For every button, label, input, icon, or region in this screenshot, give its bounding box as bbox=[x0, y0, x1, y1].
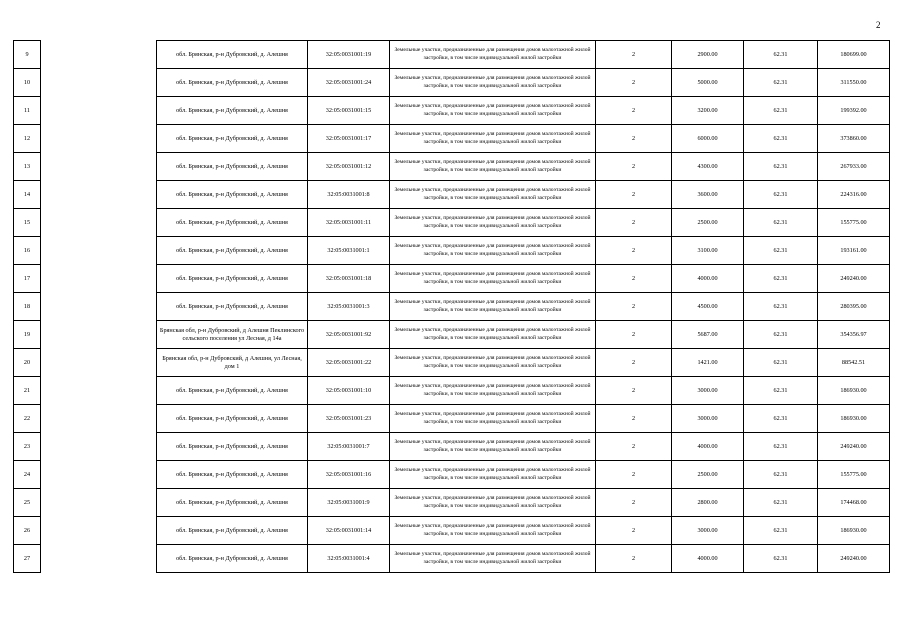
table-row bbox=[14, 293, 890, 321]
table-row bbox=[14, 69, 890, 97]
specific-value-cell: 62.31 bbox=[744, 293, 818, 321]
spacer-cell bbox=[41, 517, 157, 545]
area-cell: 2800.00 bbox=[672, 489, 744, 517]
permitted-use-cell: Земельные участки, предназначенные для размещения домов малоэтажной жилой застройки, в том числе индивидуальной жилой застройки bbox=[390, 153, 596, 181]
row-number-cell: 19 bbox=[14, 321, 41, 349]
area-cell: 3100.00 bbox=[672, 237, 744, 265]
cadastral-value-cell: 186930.00 bbox=[818, 377, 890, 405]
address-cell: обл. Брянская, р-н Дубровский, д. Алешня bbox=[157, 97, 308, 125]
cadastral-number-cell: 32:05:0031001:92 bbox=[308, 321, 390, 349]
permitted-use-cell: Земельные участки, предназначенные для размещения домов малоэтажной жилой застройки, в том числе индивидуальной жилой застройки bbox=[390, 377, 596, 405]
cadastral-value-cell: 354356.97 bbox=[818, 321, 890, 349]
cadastral-number-cell: 32:05:0031001:3 bbox=[308, 293, 390, 321]
cadastral-value-cell: 155775.00 bbox=[818, 209, 890, 237]
cadastral-number-cell: 32:05:0031001:18 bbox=[308, 265, 390, 293]
table-row bbox=[14, 405, 890, 433]
permitted-use-cell: Земельные участки, предназначенные для размещения домов малоэтажной жилой застройки, в том числе индивидуальной жилой застройки bbox=[390, 545, 596, 573]
table-row bbox=[14, 433, 890, 461]
spacer-cell bbox=[41, 265, 157, 293]
specific-value-cell: 62.31 bbox=[744, 405, 818, 433]
specific-value-cell: 62.31 bbox=[744, 517, 818, 545]
area-cell: 3000.00 bbox=[672, 405, 744, 433]
spacer-cell bbox=[41, 433, 157, 461]
row-number-cell: 16 bbox=[14, 237, 41, 265]
cadastral-number-cell: 32:05:0031001:15 bbox=[308, 97, 390, 125]
cadastral-number-cell: 32:05:0031001:11 bbox=[308, 209, 390, 237]
area-cell: 5000.00 bbox=[672, 69, 744, 97]
cadastral-value-cell: 249240.00 bbox=[818, 265, 890, 293]
use-group-cell: 2 bbox=[596, 181, 672, 209]
spacer-cell bbox=[41, 41, 157, 69]
table-row bbox=[14, 377, 890, 405]
land-plot-registry-table bbox=[13, 40, 890, 573]
specific-value-cell: 62.31 bbox=[744, 545, 818, 573]
address-cell: обл. Брянская, р-н Дубровский, д. Алешня bbox=[157, 41, 308, 69]
cadastral-number-cell: 32:05:0031001:17 bbox=[308, 125, 390, 153]
spacer-cell bbox=[41, 321, 157, 349]
address-cell: обл. Брянская, р-н Дубровский, д. Алешня bbox=[157, 237, 308, 265]
address-cell: обл. Брянская, р-н Дубровский, д. Алешня bbox=[157, 125, 308, 153]
address-cell: обл. Брянская, р-н Дубровский, д. Алешня bbox=[157, 69, 308, 97]
cadastral-value-cell: 199392.00 bbox=[818, 97, 890, 125]
area-cell: 1421.00 bbox=[672, 349, 744, 377]
row-number-cell: 26 bbox=[14, 517, 41, 545]
spacer-cell bbox=[41, 349, 157, 377]
permitted-use-cell: Земельные участки, предназначенные для размещения домов малоэтажной жилой застройки, в том числе индивидуальной жилой застройки bbox=[390, 265, 596, 293]
spacer-cell bbox=[41, 237, 157, 265]
use-group-cell: 2 bbox=[596, 405, 672, 433]
use-group-cell: 2 bbox=[596, 265, 672, 293]
row-number-cell: 22 bbox=[14, 405, 41, 433]
spacer-cell bbox=[41, 545, 157, 573]
table-row bbox=[14, 97, 890, 125]
cadastral-value-cell: 267933.00 bbox=[818, 153, 890, 181]
table-row bbox=[14, 321, 890, 349]
table-row bbox=[14, 545, 890, 573]
permitted-use-cell: Земельные участки, предназначенные для размещения домов малоэтажной жилой застройки, в том числе индивидуальной жилой застройки bbox=[390, 405, 596, 433]
permitted-use-cell: Земельные участки, предназначенные для размещения домов малоэтажной жилой застройки, в том числе индивидуальной жилой застройки bbox=[390, 461, 596, 489]
row-number-cell: 27 bbox=[14, 545, 41, 573]
area-cell: 3600.00 bbox=[672, 181, 744, 209]
cadastral-value-cell: 186930.00 bbox=[818, 517, 890, 545]
address-cell: обл. Брянская, р-н Дубровский, д. Алешня bbox=[157, 489, 308, 517]
permitted-use-cell: Земельные участки, предназначенные для размещения домов малоэтажной жилой застройки, в том числе индивидуальной жилой застройки bbox=[390, 433, 596, 461]
cadastral-number-cell: 32:05:0031001:19 bbox=[308, 41, 390, 69]
use-group-cell: 2 bbox=[596, 489, 672, 517]
cadastral-value-cell: 193161.00 bbox=[818, 237, 890, 265]
spacer-cell bbox=[41, 489, 157, 517]
address-cell: обл. Брянская, р-н Дубровский, д. Алешня bbox=[157, 377, 308, 405]
cadastral-number-cell: 32:05:0031001:24 bbox=[308, 69, 390, 97]
permitted-use-cell: Земельные участки, предназначенные для размещения домов малоэтажной жилой застройки, в том числе индивидуальной жилой застройки bbox=[390, 181, 596, 209]
cadastral-number-cell: 32:05:0031001:10 bbox=[308, 377, 390, 405]
use-group-cell: 2 bbox=[596, 377, 672, 405]
cadastral-value-cell: 249240.00 bbox=[818, 545, 890, 573]
specific-value-cell: 62.31 bbox=[744, 321, 818, 349]
page-number: 2 bbox=[876, 20, 881, 30]
use-group-cell: 2 bbox=[596, 125, 672, 153]
row-number-cell: 17 bbox=[14, 265, 41, 293]
permitted-use-cell: Земельные участки, предназначенные для размещения домов малоэтажной жилой застройки, в том числе индивидуальной жилой застройки bbox=[390, 293, 596, 321]
use-group-cell: 2 bbox=[596, 237, 672, 265]
row-number-cell: 21 bbox=[14, 377, 41, 405]
permitted-use-cell: Земельные участки, предназначенные для размещения домов малоэтажной жилой застройки, в том числе индивидуальной жилой застройки bbox=[390, 125, 596, 153]
use-group-cell: 2 bbox=[596, 41, 672, 69]
row-number-cell: 10 bbox=[14, 69, 41, 97]
cadastral-value-cell: 186930.00 bbox=[818, 405, 890, 433]
address-cell: обл. Брянская, р-н Дубровский, д. Алешня bbox=[157, 181, 308, 209]
cadastral-number-cell: 32:05:0031001:14 bbox=[308, 517, 390, 545]
cadastral-number-cell: 32:05:0031001:4 bbox=[308, 545, 390, 573]
permitted-use-cell: Земельные участки, предназначенные для размещения домов малоэтажной жилой застройки, в том числе индивидуальной жилой застройки bbox=[390, 97, 596, 125]
specific-value-cell: 62.31 bbox=[744, 461, 818, 489]
table-row bbox=[14, 125, 890, 153]
use-group-cell: 2 bbox=[596, 517, 672, 545]
row-number-cell: 24 bbox=[14, 461, 41, 489]
spacer-cell bbox=[41, 69, 157, 97]
cadastral-value-cell: 373860.00 bbox=[818, 125, 890, 153]
area-cell: 4000.00 bbox=[672, 265, 744, 293]
row-number-cell: 15 bbox=[14, 209, 41, 237]
spacer-cell bbox=[41, 377, 157, 405]
spacer-cell bbox=[41, 125, 157, 153]
area-cell: 6000.00 bbox=[672, 125, 744, 153]
cadastral-number-cell: 32:05:0031001:16 bbox=[308, 461, 390, 489]
row-number-cell: 14 bbox=[14, 181, 41, 209]
area-cell: 4500.00 bbox=[672, 293, 744, 321]
cadastral-number-cell: 32:05:0031001:23 bbox=[308, 405, 390, 433]
area-cell: 2500.00 bbox=[672, 209, 744, 237]
permitted-use-cell: Земельные участки, предназначенные для размещения домов малоэтажной жилой застройки, в том числе индивидуальной жилой застройки bbox=[390, 321, 596, 349]
area-cell: 2900.00 bbox=[672, 41, 744, 69]
row-number-cell: 11 bbox=[14, 97, 41, 125]
use-group-cell: 2 bbox=[596, 97, 672, 125]
cadastral-number-cell: 32:05:0031001:7 bbox=[308, 433, 390, 461]
cadastral-number-cell: 32:05:0031001:1 bbox=[308, 237, 390, 265]
specific-value-cell: 62.31 bbox=[744, 349, 818, 377]
spacer-cell bbox=[41, 153, 157, 181]
permitted-use-cell: Земельные участки, предназначенные для размещения домов малоэтажной жилой застройки, в том числе индивидуальной жилой застройки bbox=[390, 489, 596, 517]
specific-value-cell: 62.31 bbox=[744, 153, 818, 181]
spacer-cell bbox=[41, 461, 157, 489]
cadastral-value-cell: 174468.00 bbox=[818, 489, 890, 517]
cadastral-value-cell: 88542.51 bbox=[818, 349, 890, 377]
address-cell: обл. Брянская, р-н Дубровский, д. Алешня bbox=[157, 293, 308, 321]
address-cell: обл. Брянская, р-н Дубровский, д. Алешня bbox=[157, 545, 308, 573]
table-row bbox=[14, 41, 890, 69]
row-number-cell: 9 bbox=[14, 41, 41, 69]
specific-value-cell: 62.31 bbox=[744, 433, 818, 461]
use-group-cell: 2 bbox=[596, 349, 672, 377]
table-row bbox=[14, 461, 890, 489]
row-number-cell: 25 bbox=[14, 489, 41, 517]
permitted-use-cell: Земельные участки, предназначенные для размещения домов малоэтажной жилой застройки, в том числе индивидуальной жилой застройки bbox=[390, 349, 596, 377]
use-group-cell: 2 bbox=[596, 461, 672, 489]
permitted-use-cell: Земельные участки, предназначенные для размещения домов малоэтажной жилой застройки, в том числе индивидуальной жилой застройки bbox=[390, 517, 596, 545]
cadastral-number-cell: 32:05:0031001:22 bbox=[308, 349, 390, 377]
specific-value-cell: 62.31 bbox=[744, 265, 818, 293]
row-number-cell: 18 bbox=[14, 293, 41, 321]
table-row bbox=[14, 489, 890, 517]
use-group-cell: 2 bbox=[596, 545, 672, 573]
use-group-cell: 2 bbox=[596, 153, 672, 181]
area-cell: 5687.00 bbox=[672, 321, 744, 349]
cadastral-number-cell: 32:05:0031001:9 bbox=[308, 489, 390, 517]
specific-value-cell: 62.31 bbox=[744, 97, 818, 125]
specific-value-cell: 62.31 bbox=[744, 489, 818, 517]
specific-value-cell: 62.31 bbox=[744, 125, 818, 153]
use-group-cell: 2 bbox=[596, 293, 672, 321]
address-cell: Брянская обл, р-н Дубровский, д Алешня Пеклинского сельского поселения ул Лесная, д 14а bbox=[157, 321, 308, 349]
table-row bbox=[14, 153, 890, 181]
specific-value-cell: 62.31 bbox=[744, 237, 818, 265]
registry-body bbox=[14, 41, 890, 573]
permitted-use-cell: Земельные участки, предназначенные для размещения домов малоэтажной жилой застройки, в том числе индивидуальной жилой застройки bbox=[390, 69, 596, 97]
use-group-cell: 2 bbox=[596, 209, 672, 237]
specific-value-cell: 62.31 bbox=[744, 69, 818, 97]
specific-value-cell: 62.31 bbox=[744, 209, 818, 237]
address-cell: обл. Брянская, р-н Дубровский, д. Алешня bbox=[157, 209, 308, 237]
use-group-cell: 2 bbox=[596, 69, 672, 97]
specific-value-cell: 62.31 bbox=[744, 41, 818, 69]
address-cell: обл. Брянская, р-н Дубровский, д. Алешня bbox=[157, 433, 308, 461]
address-cell: обл. Брянская, р-н Дубровский, д. Алешня bbox=[157, 405, 308, 433]
cadastral-value-cell: 224316.00 bbox=[818, 181, 890, 209]
row-number-cell: 23 bbox=[14, 433, 41, 461]
spacer-cell bbox=[41, 293, 157, 321]
cadastral-value-cell: 249240.00 bbox=[818, 433, 890, 461]
use-group-cell: 2 bbox=[596, 321, 672, 349]
table-row bbox=[14, 349, 890, 377]
table-row bbox=[14, 209, 890, 237]
row-number-cell: 12 bbox=[14, 125, 41, 153]
area-cell: 4000.00 bbox=[672, 433, 744, 461]
area-cell: 4300.00 bbox=[672, 153, 744, 181]
cadastral-value-cell: 155775.00 bbox=[818, 461, 890, 489]
cadastral-value-cell: 280395.00 bbox=[818, 293, 890, 321]
row-number-cell: 13 bbox=[14, 153, 41, 181]
specific-value-cell: 62.31 bbox=[744, 181, 818, 209]
cadastral-value-cell: 180699.00 bbox=[818, 41, 890, 69]
spacer-cell bbox=[41, 97, 157, 125]
cadastral-number-cell: 32:05:0031001:12 bbox=[308, 153, 390, 181]
area-cell: 3000.00 bbox=[672, 377, 744, 405]
permitted-use-cell: Земельные участки, предназначенные для размещения домов малоэтажной жилой застройки, в том числе индивидуальной жилой застройки bbox=[390, 41, 596, 69]
specific-value-cell: 62.31 bbox=[744, 377, 818, 405]
address-cell: обл. Брянская, р-н Дубровский, д. Алешня bbox=[157, 153, 308, 181]
area-cell: 2500.00 bbox=[672, 461, 744, 489]
area-cell: 4000.00 bbox=[672, 545, 744, 573]
cadastral-value-cell: 311550.00 bbox=[818, 69, 890, 97]
address-cell: Брянская обл, р-н Дубровский, д Алешня, ул Лесная, дом 1 bbox=[157, 349, 308, 377]
permitted-use-cell: Земельные участки, предназначенные для размещения домов малоэтажной жилой застройки, в том числе индивидуальной жилой застройки bbox=[390, 209, 596, 237]
address-cell: обл. Брянская, р-н Дубровский, д. Алешня bbox=[157, 265, 308, 293]
row-number-cell: 20 bbox=[14, 349, 41, 377]
spacer-cell bbox=[41, 181, 157, 209]
table-row bbox=[14, 517, 890, 545]
table-row bbox=[14, 265, 890, 293]
spacer-cell bbox=[41, 405, 157, 433]
area-cell: 3200.00 bbox=[672, 97, 744, 125]
cadastral-number-cell: 32:05:0031001:8 bbox=[308, 181, 390, 209]
spacer-cell bbox=[41, 209, 157, 237]
address-cell: обл. Брянская, р-н Дубровский, д. Алешня bbox=[157, 517, 308, 545]
area-cell: 3000.00 bbox=[672, 517, 744, 545]
table-row bbox=[14, 237, 890, 265]
permitted-use-cell: Земельные участки, предназначенные для размещения домов малоэтажной жилой застройки, в том числе индивидуальной жилой застройки bbox=[390, 237, 596, 265]
use-group-cell: 2 bbox=[596, 433, 672, 461]
address-cell: обл. Брянская, р-н Дубровский, д. Алешня bbox=[157, 461, 308, 489]
table-row bbox=[14, 181, 890, 209]
